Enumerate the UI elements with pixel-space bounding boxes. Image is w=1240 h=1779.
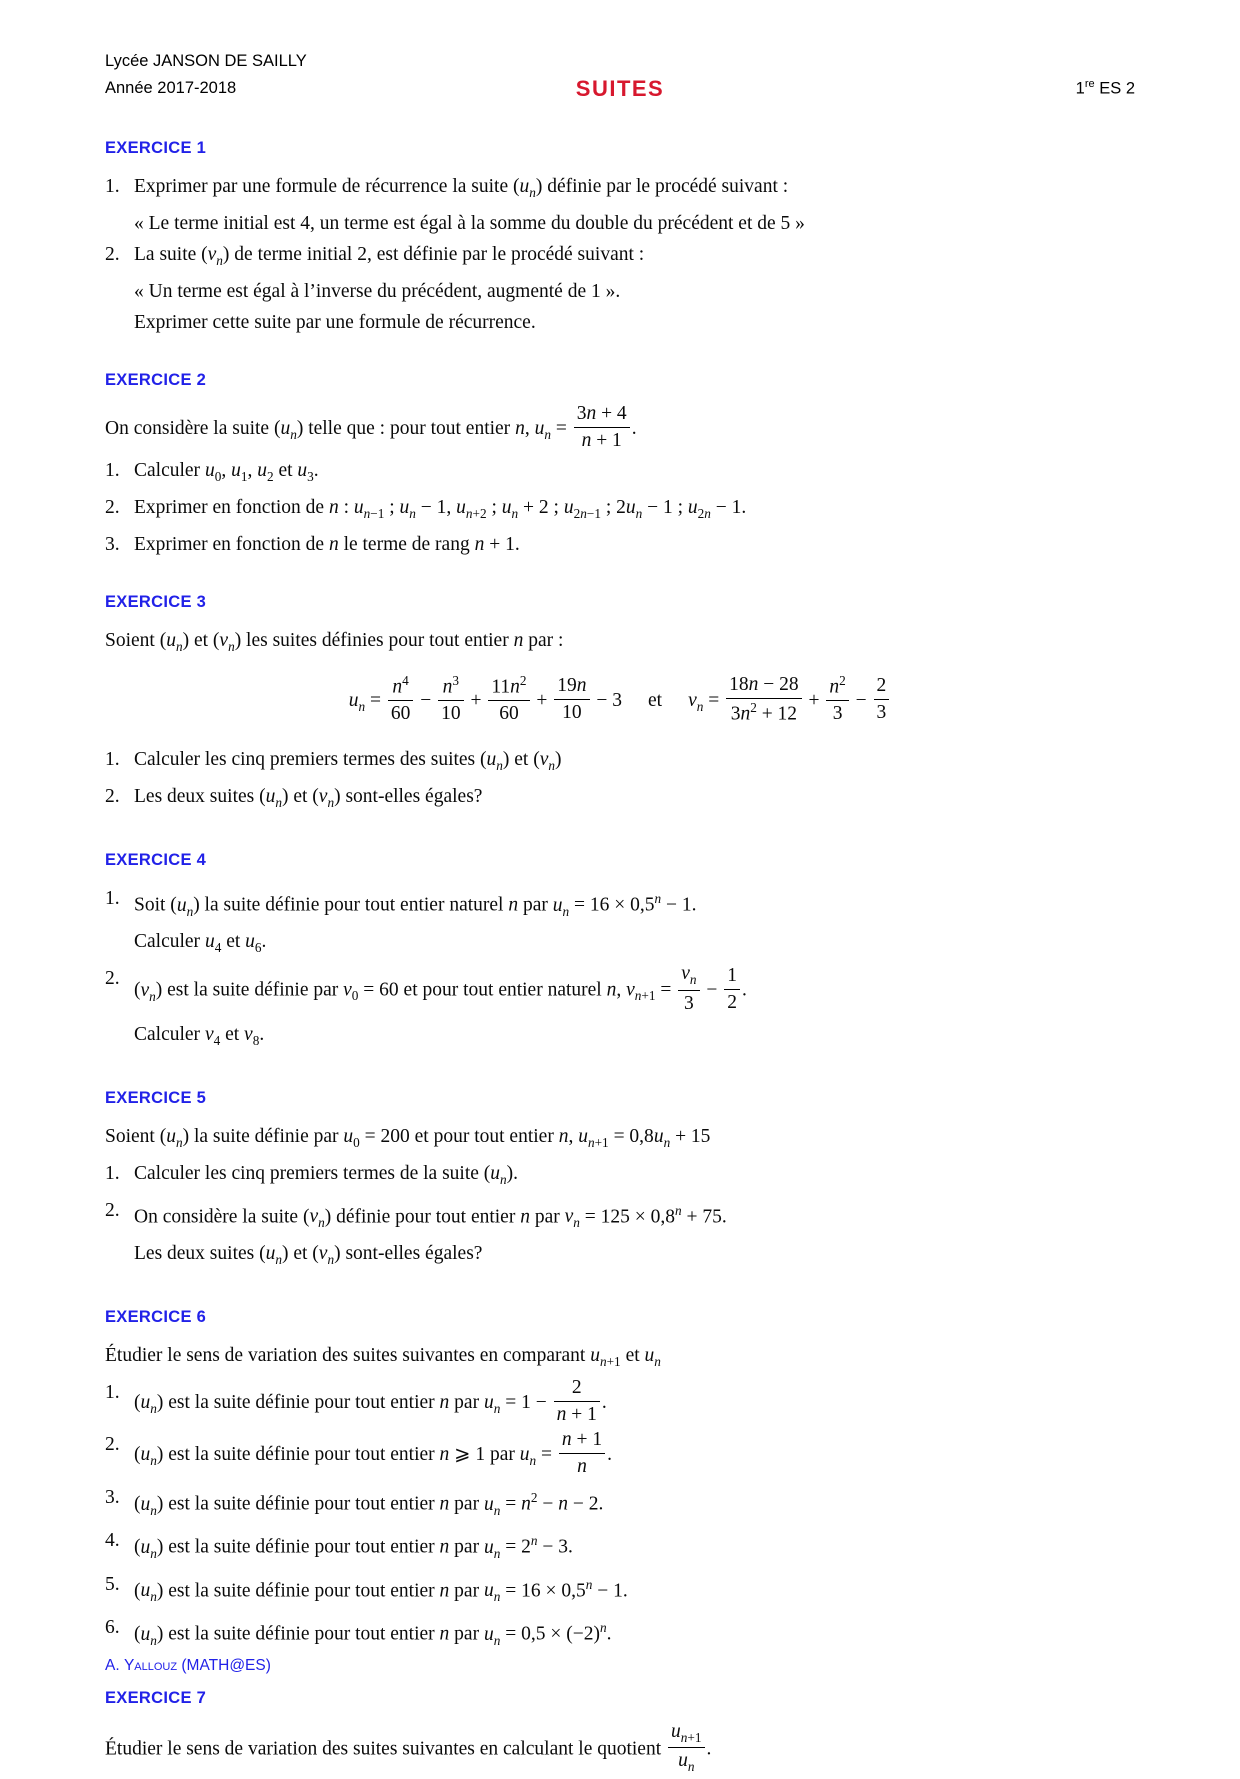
item-line: $(u_n)$ est la suite définie pour tout entier n par $u_n = 1$ − $\frac{2}{n + 1}$ . xyxy=(134,1376,607,1425)
exercise-6-item-6 xyxy=(105,1612,1135,1655)
exercise-6-item-1 xyxy=(105,1377,1135,1430)
exercise-4-item-1 xyxy=(105,883,1135,963)
item-line: Les deux suites $(u_n)$ et $(v_n)$ sont-elles égales? xyxy=(134,786,483,811)
school-name: Lycée JANSON DE SAILLY xyxy=(105,52,307,70)
item-line: $(u_n)$ est la suite définie pour tout entier n par $u_n = n^2 - n - 2$. xyxy=(134,1490,604,1518)
item-line: La suite $(v_n)$ de terme initial 2, est définie par le procédé suivant : xyxy=(134,243,645,268)
exercise-6-item-4 xyxy=(105,1525,1135,1568)
item-number: 1. xyxy=(105,888,120,910)
item-line: Exprimer cette suite par une formule de récurrence. xyxy=(134,311,536,333)
item-line: $(u_n)$ est la suite définie pour tout entier n ⩾ 1 par $u_n$ = $\frac{n + 1}{n}$ . xyxy=(134,1429,613,1478)
exercise-4-heading: EXERCICE 4 xyxy=(105,851,207,870)
exercise-3-heading: EXERCICE 3 xyxy=(105,593,207,612)
item-line: $(u_n)$ est la suite définie pour tout entier n par $u_n = 2^n - 3$. xyxy=(134,1533,573,1561)
exercise-3-section xyxy=(105,593,1135,818)
exercise-5-intro: Soient $(u_n)$ la suite définie par $u_0 = 200$ et pour tout entier n, $u_{n+1} = 0,8u_n + 15$ xyxy=(105,1125,711,1150)
item-number: 2. xyxy=(105,497,120,519)
exercise-1-heading: EXERCICE 1 xyxy=(105,139,207,157)
item-number: 2. xyxy=(105,1434,120,1456)
exercise-2-item-2 xyxy=(105,492,1135,529)
item-number: 2. xyxy=(105,243,120,265)
item-line: Calculer $v_4$ et $v_8$. xyxy=(134,1023,265,1048)
item-line: $(u_n)$ est la suite définie pour tout entier n par $u_n = 16 \times 0,5^n - 1$. xyxy=(134,1576,628,1605)
item-number: 4. xyxy=(105,1530,120,1552)
exercise-5-section xyxy=(105,1089,1135,1275)
exercise-5-heading: EXERCICE 5 xyxy=(105,1088,207,1107)
exercise-2-item-3 xyxy=(105,529,1135,560)
item-line: Exprimer en fonction de n : $u_{n-1}$ ; $u_n - 1$, $u_{n+2}$ ; $u_n + 2$ ; $u_{2n-1}$ ; $2u_n - 1$ ; $u_{2n} - 1$. xyxy=(134,497,747,522)
exercise-5-item-2 xyxy=(105,1195,1135,1275)
exercise-6-section xyxy=(105,1308,1135,1656)
exercise-3-item-1 xyxy=(105,744,1135,781)
exercise-3-item-2 xyxy=(105,781,1135,818)
exercise-2-section xyxy=(105,371,1135,560)
exercise-6-item-5 xyxy=(105,1569,1135,1612)
item-number: 6. xyxy=(105,1617,120,1639)
exercise-5-item-1 xyxy=(105,1158,1135,1195)
exercise-6-item-2 xyxy=(105,1429,1135,1482)
item-number: 1. xyxy=(105,1381,120,1403)
item-number: 1. xyxy=(105,749,120,771)
item-line: Calculer $u_0$, $u_1$, $u_2$ et $u_3$. xyxy=(134,460,319,485)
item-line: Calculer les cinq premiers termes des suites $(u_n)$ et $(v_n)$ xyxy=(134,749,562,774)
exercise-2-intro: On considère la suite $(u_n)$ telle que : pour tout entier n, $u_n$ = $\frac{3n + 4}{n + 1}$ . xyxy=(105,402,637,451)
item-number: 2. xyxy=(105,786,120,808)
item-number: 3. xyxy=(105,1487,120,1509)
item-number: 1. xyxy=(105,1162,120,1184)
exercise-4-item-2 xyxy=(105,963,1135,1055)
item-line: Les deux suites $(u_n)$ et $(v_n)$ sont-elles égales? xyxy=(134,1242,483,1267)
exercise-7-heading: EXERCICE 7 xyxy=(105,1688,207,1707)
footer-author: A. Yallouz (MATH@ES) xyxy=(105,1657,271,1674)
exercise-7-section xyxy=(105,1689,1135,1779)
exercise-1-item-2 xyxy=(105,239,1135,338)
item-line: « Le terme initial est 4, un terme est égal à la somme du double du précédent et de 5 » xyxy=(134,212,805,234)
exercise-1-item-1 xyxy=(105,171,1135,239)
exercise-4-section xyxy=(105,851,1135,1056)
exercise-1-section xyxy=(105,139,1135,338)
item-number: 1. xyxy=(105,460,120,482)
item-number: 2. xyxy=(105,1199,120,1221)
item-line: Exprimer en fonction de n le terme de rang n + 1. xyxy=(134,534,520,556)
item-line: $(v_n)$ est la suite définie par $v_0 = 60$ et pour tout entier naturel n, $v_{n+1}$ = $\frac{v_n}{3}$ − $\frac{1}{2}$ . xyxy=(134,963,747,1015)
exercise-3-intro: Soient $(u_n)$ et $(v_n)$ les suites définies pour tout entier n par : xyxy=(105,630,564,655)
item-line: Soit $(u_n)$ la suite définie pour tout entier naturel n par $u_n = 16 \times 0,5^n - 1$. xyxy=(134,891,697,919)
item-line: $(u_n)$ est la suite définie pour tout entier n par $u_n = 0,5 \times (-2)^n$. xyxy=(134,1620,612,1648)
item-number: 2. xyxy=(105,968,120,990)
class-label: 1re ES 2 xyxy=(1075,77,1135,97)
page-title: SUITES xyxy=(575,76,665,101)
exercise-6-item-3 xyxy=(105,1482,1135,1525)
header-school-block xyxy=(105,48,435,102)
item-line: On considère la suite $(v_n)$ définie pour tout entier n par $v_n = 125 \times 0,8^n + 75$. xyxy=(134,1202,727,1230)
item-line: Calculer les cinq premiers termes de la suite $(u_n)$. xyxy=(134,1162,519,1187)
exercise-3-formula: $u_n$ = $\frac{n^4}{60}$ − $\frac{n^3}{10}$ + $\frac{11n^2}{60}$ + $\frac{19n}{10}$ − 3 et $v_n$ = $\frac{18n - 28}{3n^2 + 12}$ + $\frac{n^2}{3}$ − $\frac{2}{3}$ xyxy=(105,674,1135,729)
item-line: Calculer $u_4$ et $u_6$. xyxy=(134,931,267,956)
exercise-6-heading: EXERCICE 6 xyxy=(105,1307,207,1326)
exercise-2-heading: EXERCICE 2 xyxy=(105,370,207,389)
school-year: Année 2017-2018 xyxy=(105,79,237,97)
exercise-6-intro: Étudier le sens de variation des suites suivantes en comparant $u_{n+1}$ et $u_n$ xyxy=(105,1344,661,1369)
item-number: 3. xyxy=(105,534,120,556)
item-number: 5. xyxy=(105,1573,120,1595)
item-number: 1. xyxy=(105,176,120,197)
item-line: Exprimer par une formule de récurrence la suite $(u_n)$ définie par le procédé suivant : xyxy=(134,176,789,200)
exercise-2-item-1 xyxy=(105,455,1135,492)
page-header xyxy=(105,48,1135,102)
item-line: « Un terme est égal à l’inverse du précédent, augmenté de 1 ». xyxy=(134,280,621,302)
exercise-7-intro: Étudier le sens de variation des suites suivantes en calculant le quotient $\frac{u_{n+1}}{u_n}$ . xyxy=(105,1720,712,1775)
